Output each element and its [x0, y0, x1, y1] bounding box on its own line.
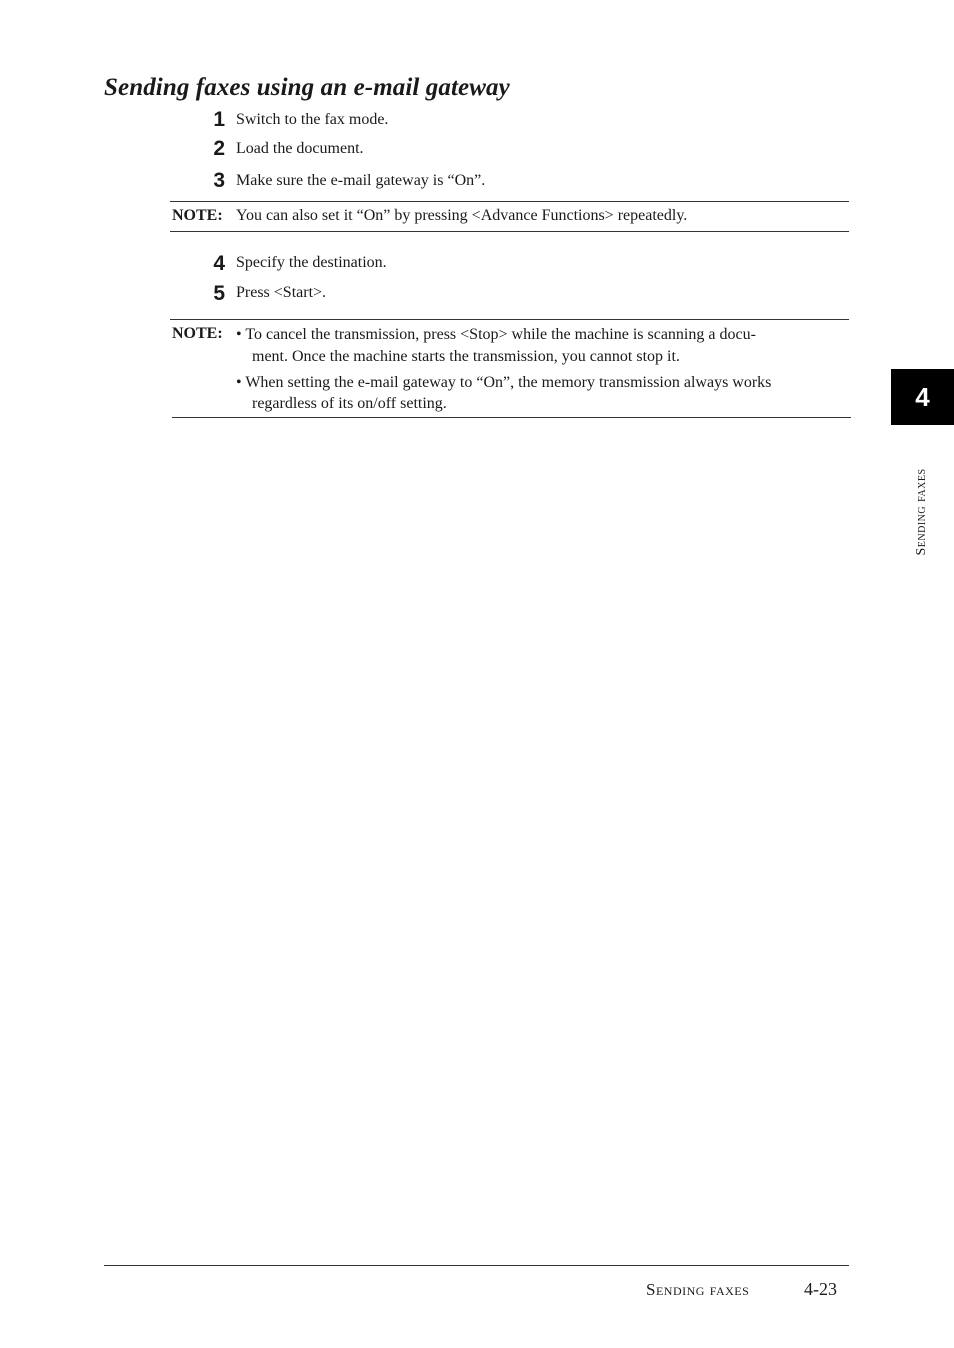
chapter-tab	[891, 369, 954, 425]
page-number: 4-23	[804, 1279, 837, 1299]
step-text: Make sure the e-mail gateway is “On”.	[236, 172, 486, 189]
note-bottom-rule	[172, 417, 851, 418]
step-text: Switch to the fax mode.	[236, 111, 389, 128]
chapter-number: 4	[915, 381, 930, 412]
step-number: 2	[213, 137, 225, 160]
note-text: You can also set it “On” by pressing <Advance Functions> repeatedly.	[236, 207, 688, 224]
step-number: 4	[213, 252, 225, 275]
step-number: 3	[213, 169, 225, 192]
note-bullet-continuation: ment. Once the machine starts the transmission, you cannot stop it.	[252, 348, 680, 365]
step-text: Specify the destination.	[236, 254, 387, 271]
note-bullet: • When setting the e-mail gateway to “On”, the memory transmission always works	[236, 374, 772, 391]
footer-section-label: Sending faxes	[646, 1280, 750, 1299]
note-top-rule	[170, 319, 849, 320]
section-heading: Sending faxes using an e-mail gateway	[104, 74, 510, 101]
step-text: Load the document.	[236, 140, 364, 157]
note-bullet-continuation: regardless of its on/off setting.	[252, 395, 447, 412]
note-bullet: • To cancel the transmission, press <Stop> while the machine is scanning a docu-	[236, 326, 756, 343]
step-number: 5	[213, 282, 225, 305]
side-section-label: Sending faxes	[914, 468, 929, 556]
note-label: NOTE:	[172, 207, 223, 224]
step-number: 1	[213, 108, 225, 131]
note-label: NOTE:	[172, 325, 223, 342]
step-text: Press <Start>.	[236, 284, 327, 301]
footer-rule	[104, 1265, 849, 1266]
note-bottom-rule	[170, 231, 849, 232]
note-top-rule	[170, 201, 849, 202]
